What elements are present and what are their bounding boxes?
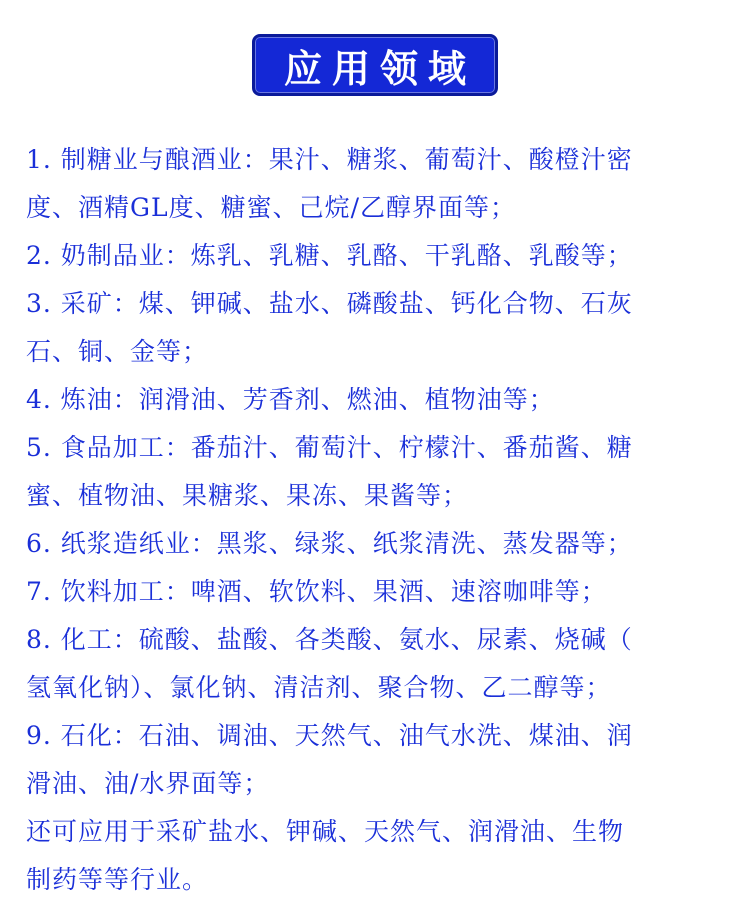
list-item <box>26 808 726 904</box>
list-item-line: 石、铜、金等； <box>26 337 209 366</box>
list-item <box>26 424 726 520</box>
title-banner <box>252 34 498 96</box>
list-item-line: 5. 食品加工：番茄汁、葡萄汁、柠檬汁、番茄酱、糖 <box>26 433 633 462</box>
list-item <box>26 232 726 280</box>
list-item-line: 9. 石化：石油、调油、天然气、油气水洗、煤油、润 <box>26 721 633 750</box>
list-item-line: 7. 饮料加工：啤酒、软饮料、果酒、速溶咖啡等； <box>26 577 607 606</box>
list-item-line: 1. 制糖业与酿酒业：果汁、糖浆、葡萄汁、酸橙汁密 <box>26 145 633 174</box>
page-title: 应用领域 <box>283 45 476 91</box>
list-item-line: 还可应用于采矿盐水、钾碱、天然气、润滑油、生物 <box>26 817 625 846</box>
title-banner-wrap <box>0 34 750 96</box>
list-item-line: 8. 化工：硫酸、盐酸、各类酸、氨水、尿素、烧碱（ <box>26 625 633 654</box>
list-item <box>26 568 726 616</box>
list-item-line: 蜜、植物油、果糖浆、果冻、果酱等； <box>26 481 469 510</box>
application-list <box>26 136 726 904</box>
list-item-line: 6. 纸浆造纸业：黑浆、绿浆、纸浆清洗、蒸发器等； <box>26 529 633 558</box>
list-item-line: 2. 奶制品业：炼乳、乳糖、乳酪、干乳酪、乳酸等； <box>26 241 633 270</box>
list-item <box>26 376 726 424</box>
list-item <box>26 616 726 712</box>
list-item <box>26 136 726 232</box>
list-item-line: 氢氧化钠）、氯化钠、清洁剂、聚合物、乙二醇等； <box>26 673 612 702</box>
list-item-line: 3. 采矿：煤、钾碱、盐水、磷酸盐、钙化合物、石灰 <box>26 289 633 318</box>
list-item <box>26 712 726 808</box>
list-item <box>26 520 726 568</box>
list-item <box>26 280 726 376</box>
list-item-line: 度、酒精GL度、糖蜜、己烷/乙醇界面等； <box>26 193 516 222</box>
list-item-line: 滑油、油/水界面等； <box>26 769 270 798</box>
list-item-line: 4. 炼油：润滑油、芳香剂、燃油、植物油等； <box>26 385 555 414</box>
list-item-line: 制药等等行业。 <box>26 865 209 894</box>
